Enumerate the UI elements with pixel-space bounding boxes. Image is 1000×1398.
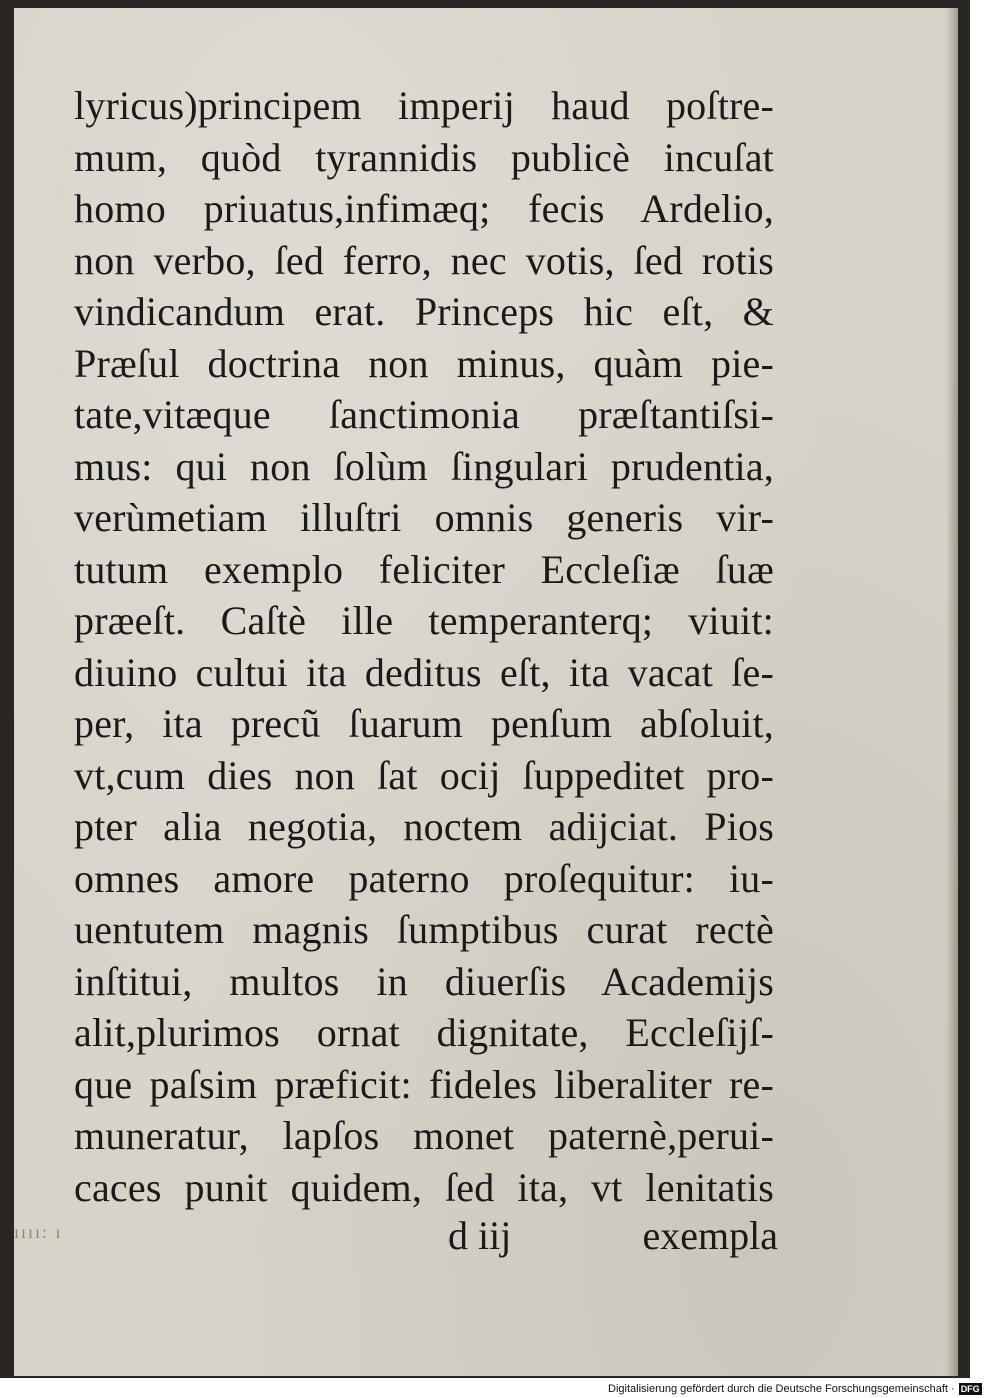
- text-line: verùmetiam illuſtri omnis generis vir-: [74, 495, 774, 540]
- credit-text: Digitalisierung gefördert durch die Deutsche Forschungsgemeinschaft ·: [608, 1383, 955, 1395]
- text-line: uentutem magnis ſumptibus curat rectè: [74, 907, 774, 952]
- text-line: omnes amore paterno proſequitur: iu-: [74, 855, 774, 901]
- text-line: Præſul doctrina non minus, quàm pie-: [74, 340, 774, 386]
- digitization-credit: [608, 1381, 998, 1397]
- text-line: caces punit quidem, ſed ita, vt lenitatis: [74, 1164, 774, 1210]
- text-line: que paſsim præficit: fideles liberaliter re-: [74, 1061, 774, 1107]
- text-line: muneratur, lapſos monet paternè,perui-: [74, 1113, 774, 1158]
- text-block: [74, 80, 774, 1213]
- text-line: mus: qui non ſolùm ſingulari prudentia,: [74, 443, 774, 489]
- text-line: per, ita precũ ſuarum penſum abſoluit,: [74, 701, 774, 746]
- text-line: inſtitui, multos in diuerſis Academijs: [74, 958, 774, 1004]
- text-line: alit,plurimos ornat dignitate, Eccleſijſ-: [74, 1010, 774, 1055]
- text-line: homo priuatus,infimæq; fecis Ardelio,: [74, 186, 774, 231]
- text-line: pter alia negotia, noctem adijciat. Pios: [74, 804, 774, 849]
- text-line: non verbo, ſed ferro, nec votis, ſed rotis: [74, 237, 774, 283]
- dfg-logo-icon: DFG: [960, 1384, 980, 1394]
- page-edge-shadow: [946, 8, 958, 1376]
- text-line: mum, quòd tyrannidis publicè incuſat: [74, 134, 774, 180]
- text-line: præeſt. Caſtè ille temperanterq; viuit:: [74, 598, 774, 643]
- text-line: vt,cum dies non ſat ocij ſuppeditet pro-: [74, 752, 774, 798]
- text-line: lyricus)principem imperij haud poſtre-: [74, 83, 774, 128]
- text-line: diuino cultui ita deditus eſt, ita vacat ſe-: [74, 649, 774, 695]
- text-line: vindicandum erat. Princeps hic eſt, &: [74, 289, 774, 334]
- text-line: tutum exemplo feliciter Eccleſiæ ſuæ: [74, 546, 774, 592]
- page-footer: [74, 1212, 778, 1262]
- catchword: exempla: [642, 1213, 778, 1258]
- signature-mark: d iij: [448, 1213, 512, 1258]
- text-line: tate,vitæque ſanctimonia præſtantiſsi-: [74, 392, 774, 437]
- margin-marks: ıııı: ı: [14, 1222, 63, 1242]
